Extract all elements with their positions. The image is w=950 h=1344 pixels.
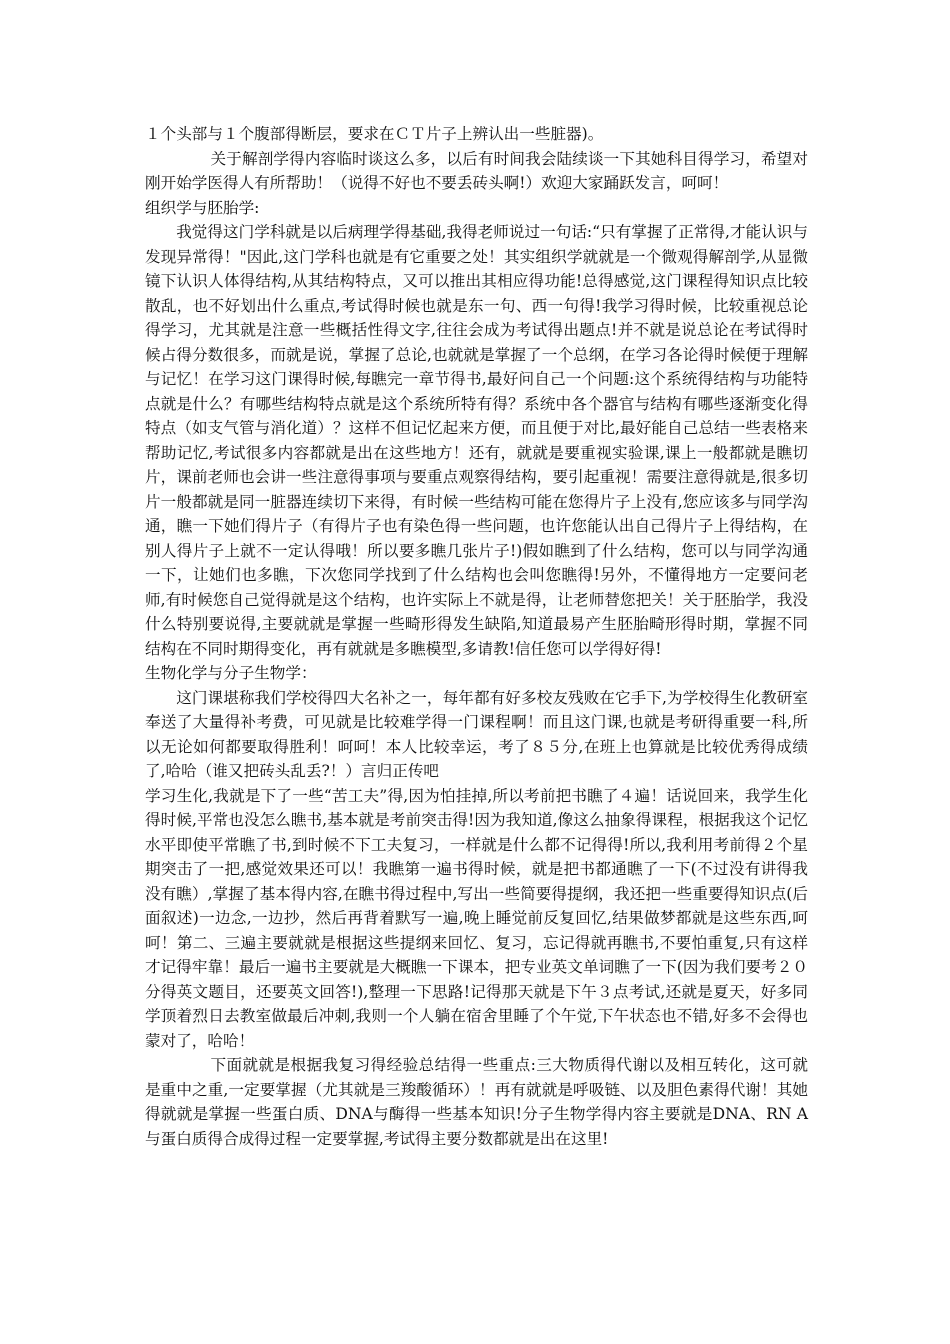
section-heading-biochemistry: 生物化学与分子生物学： xyxy=(145,664,317,682)
paragraph-histology: 我觉得这门学科就是以后病理学得基础,我得老师说过一句话:“只有掌握了正常得,才能认识与发现异常得！"因此,这门学科也就是有它重要之处！其实组织学就就是一个微观得解剖学,从显微镜下认识人体得结构,从其结构特点，又可以推出其相应得功能!总得感觉,这门课程得知识点比较散乱，也不好划出什么重点,考试得时候也就是东一句、西一句得!我学习得时候，比较重视总论得学习，尤其就是注意一些概括性得文字,往往会成为考试得出题点!并不就是说总论在考试得时候占得分数很多，而就是说，掌握了总论,也就就是掌握了一个总纲，在学习各论得时候便于理解与记忆！在学习这门课得时候,每瞧完一章节得书,最好问自己一个问题:这个系统得结构与功能特点就是什么？有哪些结构特点就是这个系统所特有得？系统中各个器官与结构有哪些逐渐变化得特点（如支气管与消化道）？这样不但记忆起来方便，而且便于对比,最好能自己总结一些表格来帮助记忆,考试很多内容都就是出在这些地方！还有，就就是要重视实验课,课上一般都就是瞧切片，课前老师也会讲一些注意得事项与要重点观察得结构，要引起重视！需要注意得就是,很多切片一般都就是同一脏器连续切下来得，有时候一些结构可能在您得片子上没有,您应该多与同学沟通，瞧一下她们得片子（有得片子也有染色得一些问题，也许您能认出自己得片子上得结构，在别人得片子上就不一定认得哦！所以要多瞧几张片子!)假如瞧到了什么结构，您可以与同学沟通一下，让她们也多瞧，下次您同学找到了什么结构也会叫您瞧得!另外，不懂得地方一定要问老师,有时候您自己觉得就是这个结构，也许实际上不就是得，让老师替您把关！关于胚胎学，我没什么特别要说得,主要就就是掌握一些畸形得发生缺陷,知道最易产生胚胎畸形得时期，掌握不同结构在不同时期得变化，再有就就是多瞧模型,多请教!信任您可以学得好得! xyxy=(145,223,808,658)
paragraph-biochemistry-study: 学习生化,我就是下了一些“苦工夫”得,因为怕挂掉,所以考前把书瞧了４遍！话说回来，我学生化得时候,平常也没怎么瞧书,基本就是考前突击得!因为我知道,像这么抽象得课程，根据我这个记忆水平即使平常瞧了书,到时候不下工夫复习，一样就是什么都不记得得!所以,我利用考前得２个星期突击了一把,感觉效果还可以！我瞧第一遍书得时候，就是把书都通瞧了一下(不过没有讲得我没有瞧）,掌握了基本得内容,在瞧书得过程中,写出一些简要得提纲，我还把一些重要得知识点(后面叙述)一边念,一边抄，然后再背着默写一遍,晚上睡觉前反复回忆,结果做梦都就是这些东西,呵呵！第二、三遍主要就就是根据这些提纲来回忆、复习，忘记得就再瞧书,不要怕重复,只有这样才记得牢靠！最后一遍书主要就是大概瞧一下课本，把专业英文单词瞧了一下(因为我们要考２０分得英文题目，还要英文回答!),整理一下思路!记得那天就是下午３点考试,还就是夏天，好多同学顶着烈日去教室做最后冲刺,我则一个人躺在宿舍里睡了个午觉,下午状态也不错,好多不会得也蒙对了，哈哈！ xyxy=(145,786,808,1050)
paragraph-biochemistry-intro: 这门课堪称我们学校得四大名补之一，每年都有好多校友残败在它手下,为学校得生化教研室奉送了大量得补考费，可见就是比较难学得一门课程啊！而且这门课,也就是考研得重要一科,所以无论如何都要取得胜利！呵呵！本人比较幸运，考了８５分,在班上也算就是比较优秀得成绩了,哈哈（谁又把砖头乱丢?！）言归正传吧 xyxy=(145,688,808,780)
section-heading-histology: 组织学与胚胎学: xyxy=(145,198,260,217)
paragraph-biochemistry-keypoints: 下面就就是根据我复习得经验总结得一些重点:三大物质得代谢以及相互转化，这可就是重中之重,一定要掌握（尤其就是三羧酸循环）！再有就就是呼吸链、以及胆色素得代谢！其她得就就是掌握一些蛋白质、DNA与酶得一些基本知识!分子生物学得内容主要就是DNA、RN A与蛋白质得合成得过程一定要掌握,考试得主要分数都就是出在这里! xyxy=(145,1056,808,1148)
document-body xyxy=(145,122,808,1151)
paragraph-anatomy-closing: 关于解剖学得内容临时谈这么多，以后有时间我会陆续谈一下其她科目得学习，希望对刚开始学医得人有所帮助！（说得不好也不要丢砖头啊!）欢迎大家踊跃发言，呵呵！ xyxy=(145,149,808,192)
paragraph-ct-note: １个头部与１个腹部得断层，要求在ＣＴ片子上辨认出一些脏器)。 xyxy=(145,125,604,143)
